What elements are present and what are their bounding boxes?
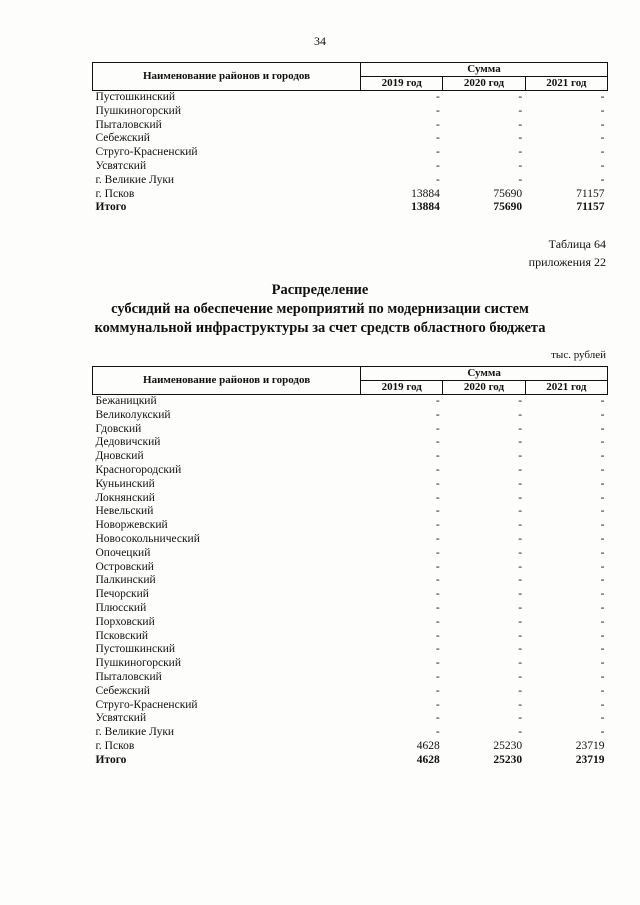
value-2020: - [518,629,523,642]
value-2019: - [435,657,440,670]
district-name: Дновский [95,450,144,463]
value-2019: - [436,91,440,103]
value-2019: - [435,422,440,435]
table-row [93,423,608,437]
value-2019: - [435,463,440,476]
district-name: Себежский [95,132,150,145]
table-row [93,395,608,409]
district-name: Островский [95,560,154,573]
district-name: Дедовичский [95,436,161,449]
title-line-2: субсидий на обеспечение мероприятий по модернизации систем [111,301,529,317]
header-name: Наименование районов и городов [93,367,361,395]
value-2021: - [600,104,605,117]
value-2019: - [435,395,440,407]
table-2-body [93,395,608,768]
value-2021: - [600,560,605,573]
value-2021: - [600,698,605,711]
value-2021: - [600,532,605,545]
value-2019: - [435,643,440,656]
table-row [93,464,608,478]
value-2019: 4628 [416,739,440,752]
value-2019: - [435,726,440,739]
value-2020: - [518,395,523,407]
value-2020: - [518,463,523,476]
value-2019: - [435,436,440,449]
value-2021: - [600,91,605,103]
district-name: Пушкиногорский [95,657,181,670]
value-2021: - [600,173,605,186]
value-2021: - [600,477,605,490]
value-2020: - [518,684,523,697]
table-row [93,160,608,174]
value-2020: - [518,173,523,186]
header-year-2019: 2019 год [361,381,443,395]
district-name: Струго-Красненский [95,146,198,159]
table-row [93,450,608,464]
value-2019: - [435,698,440,711]
value-2019: - [435,712,440,725]
district-name: Гдовский [95,422,142,435]
district-name: Струго-Красненский [95,698,198,711]
value-2020: - [518,670,523,683]
value-2019: - [435,519,440,532]
table-row [93,478,608,492]
district-name: Пустошкинский [95,643,176,656]
value-2020: 25230 [493,739,523,752]
value-2020: - [518,546,523,559]
value-2021: - [600,546,605,559]
appendix-ref: приложения 22 [528,255,606,269]
value-2021: - [600,615,605,628]
value-2021: - [600,505,605,518]
value-2019: - [435,684,440,697]
table-1 [92,62,608,215]
value-2020: - [518,118,523,131]
value-2020: 75690 [493,201,523,214]
value-2020: - [518,712,523,725]
page-number: 34 [314,34,326,48]
value-2020: - [518,601,523,614]
value-2019: - [435,546,440,559]
value-2020: 75690 [493,187,523,200]
district-name: Палкинский [95,574,156,587]
district-name: г. Великие Луки [95,726,175,739]
value-2021: - [600,450,605,463]
district-name: Порховский [95,615,155,628]
value-2020: - [518,91,523,103]
header-name: Наименование районов и городов [93,63,361,91]
district-name: Куньинский [95,477,155,490]
district-name: Новосокольнический [95,532,200,545]
value-2021: - [600,588,605,601]
value-2019: - [435,588,440,601]
table-row [93,726,608,740]
value-2020: - [518,408,523,421]
units-label: тыс. рублей [551,349,606,361]
table-row [93,561,608,575]
value-2020: - [518,698,523,711]
value-2021: - [600,118,605,131]
district-name: Печорский [95,588,149,601]
district-name: Себежский [95,684,150,697]
value-2021: - [600,684,605,697]
value-2019: - [435,532,440,545]
value-2020: 25230 [493,753,523,766]
table-2 [92,366,608,768]
value-2019: - [435,615,440,628]
district-name: Бежаницкий [95,395,157,407]
table-row [93,671,608,685]
value-2020: - [518,643,523,656]
value-2021: - [600,132,605,145]
header-year-2021: 2021 год [525,381,607,395]
value-2021: - [600,395,605,407]
value-2021: - [600,436,605,449]
table-row [93,409,608,423]
value-2021: - [600,422,605,435]
value-2019: 13884 [411,187,440,200]
value-2021: - [600,657,605,670]
value-2021: - [600,463,605,476]
table-row [93,643,608,657]
value-2021: 23719 [575,753,605,766]
district-name: Итого [95,753,127,766]
table-row [93,119,608,133]
district-name: Усвятский [95,712,147,725]
value-2019: - [436,132,440,145]
table-row [93,574,608,588]
district-name: г. Псков [95,739,135,752]
value-2019: - [436,146,440,159]
header-year-2019: 2019 год [361,77,443,91]
value-2019: - [435,601,440,614]
value-2020: - [518,560,523,573]
value-2019: - [436,173,440,186]
table-row [93,547,608,561]
table-row [93,519,608,533]
value-2020: - [518,726,523,739]
table-row [93,616,608,630]
table-row [93,146,608,160]
value-2019: - [435,450,440,463]
value-2020: - [518,422,523,435]
value-2019: - [435,408,440,421]
value-2021: - [600,629,605,642]
value-2020: - [518,505,523,518]
value-2020: - [518,159,523,172]
table-row [93,174,608,188]
table-row [93,740,608,754]
value-2020: - [518,104,523,117]
value-2021: - [600,726,605,739]
district-name: г. Великие Луки [95,173,175,186]
district-name: Плюсский [95,601,147,614]
table-row [93,657,608,671]
district-name: Новоржевский [95,519,168,532]
district-name: Пыталовский [95,118,162,131]
table-1-body [93,91,608,216]
table-row [93,105,608,119]
district-name: Красногородский [95,463,182,476]
header-sum: Сумма [361,367,608,381]
value-2021: - [600,159,605,172]
total-row [93,201,608,215]
table-row [93,188,608,202]
district-name: Опочецкий [95,546,151,559]
value-2019: - [436,159,440,172]
district-name: Великолукский [95,408,171,421]
value-2019: 13884 [411,201,440,214]
value-2019: - [435,670,440,683]
table-row [93,91,608,105]
title-line-3: коммунальной инфраструктуры за счет средств областного бюджета [94,320,546,336]
value-2019: - [435,560,440,573]
value-2021: - [600,601,605,614]
value-2020: - [518,450,523,463]
value-2020: - [518,491,523,504]
value-2021: - [600,643,605,656]
table-row [93,699,608,713]
table-row [93,436,608,450]
header-year-2020: 2020 год [443,77,525,91]
district-name: Пустошкинский [95,91,176,103]
value-2020: - [518,532,523,545]
value-2019: - [436,104,440,117]
value-2019: - [435,629,440,642]
table-row [93,132,608,146]
district-name: Псковский [95,629,149,642]
value-2019: - [436,118,440,131]
header-year-2021: 2021 год [525,77,607,91]
value-2020: - [518,519,523,532]
district-name: г. Псков [95,187,135,200]
value-2020: - [518,615,523,628]
district-name: Локнянский [95,491,155,504]
value-2019: 4628 [416,753,440,766]
value-2020: - [518,657,523,670]
value-2020: - [518,574,523,587]
district-name: Усвятский [95,159,147,172]
value-2020: - [518,588,523,601]
value-2019: - [435,574,440,587]
table-row [93,588,608,602]
title-line-1: Распределение [271,282,369,298]
table-row [93,492,608,506]
table-row [93,505,608,519]
table-row [93,602,608,616]
district-name: Пыталовский [95,670,162,683]
value-2021: - [600,574,605,587]
total-row [93,754,608,768]
table-row [93,630,608,644]
value-2019: - [435,477,440,490]
table-row [93,685,608,699]
value-2020: - [518,146,523,159]
district-name: Итого [95,201,127,214]
value-2021: - [600,519,605,532]
value-2020: - [518,477,523,490]
value-2019: - [435,505,440,518]
value-2020: - [518,436,523,449]
value-2021: - [600,408,605,421]
header-year-2020: 2020 год [443,381,525,395]
district-name: Невельский [95,505,154,518]
value-2021: - [600,146,605,159]
value-2021: 23719 [575,739,605,752]
value-2021: - [600,491,605,504]
value-2019: - [435,491,440,504]
table-row [93,712,608,726]
value-2021: - [600,670,605,683]
header-sum: Сумма [361,63,608,77]
value-2021: 71157 [576,187,605,200]
table-number: Таблица 64 [548,237,606,251]
value-2020: - [518,132,523,145]
district-name: Пушкиногорский [95,104,181,117]
value-2021: - [600,712,605,725]
table-row [93,533,608,547]
value-2021: 71157 [576,201,605,214]
